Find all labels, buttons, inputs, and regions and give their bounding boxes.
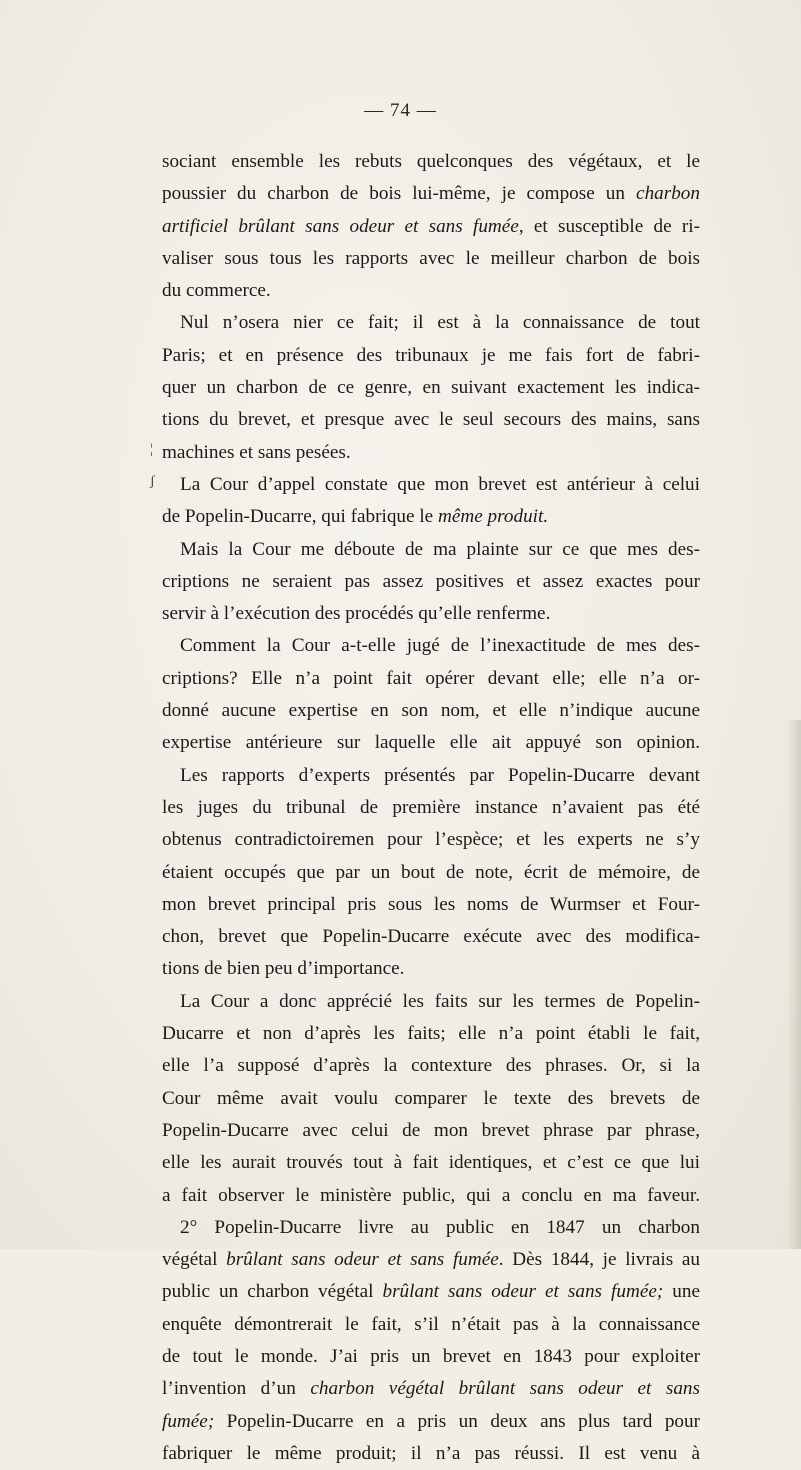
- italic-text: brûlant sans odeur et sans fumée: [226, 1249, 499, 1271]
- text-line: [162, 1180, 700, 1212]
- text-segment: Popelin-Ducarre avec celui de mon brevet phrase par phrase,: [162, 1119, 700, 1141]
- text-segment: sociant ensemble les rebuts quelconques des végétaux, et le: [162, 151, 700, 172]
- text-segment: valiser sous tous les rapports avec le meilleur charbon de bois: [162, 247, 700, 269]
- text-line: [162, 211, 700, 243]
- text-line: [162, 1083, 700, 1115]
- text-segment: tions de bien peu d’importance.: [162, 958, 405, 980]
- text-segment: La Cour d’appel constate que mon brevet est antérieur à celui: [180, 473, 700, 495]
- text-line: [162, 792, 700, 824]
- text-segment: elle les aurait trouvés tout à fait identiques, et c’est ce que lui: [162, 1152, 700, 1174]
- text-segment: quer un charbon de ce genre, en suivant exactement les indica-: [162, 377, 700, 399]
- text-line: [162, 1018, 700, 1050]
- text-line: [162, 437, 700, 469]
- text-segment: expertise antérieure sur laquelle elle ait appuyé son opinion.: [162, 732, 700, 754]
- text-segment: criptions ne seraient pas assez positives et assez exactes pour: [162, 570, 700, 592]
- text-line: [162, 695, 700, 727]
- text-line: [162, 598, 700, 630]
- text-segment: végétal: [162, 1249, 227, 1271]
- text-line: [162, 663, 700, 695]
- text-line: [162, 857, 700, 889]
- text-segment: obtenus contradictoiremen pour l’espèce; et les experts ne s’y: [162, 829, 700, 851]
- text-segment: Paris; et en présence des tribunaux je me fais fort de fabri-: [162, 344, 700, 366]
- text-segment: . Dès 1844, je livrais au: [498, 1249, 700, 1271]
- italic-text: charbon végétal brûlant sans odeur et sans: [310, 1378, 700, 1400]
- text-line: [162, 921, 700, 953]
- italic-text: charbon: [636, 183, 700, 205]
- page-edge-stain: [787, 720, 801, 1249]
- text-line: [162, 1341, 700, 1373]
- text-segment: donné aucune expertise en son nom, et elle n’indique aucune: [162, 700, 700, 722]
- text-line: [162, 534, 700, 566]
- italic-text: fumée;: [162, 1410, 215, 1432]
- text-line: [162, 953, 700, 985]
- text-line: [162, 146, 700, 178]
- text-segment: machines et sans pesées.: [162, 441, 351, 463]
- text-segment: poussier du charbon de bois lui-même, je compose un: [162, 183, 637, 205]
- text-line: [162, 1050, 700, 1082]
- text-line: [162, 1373, 700, 1405]
- text-line: [162, 760, 700, 792]
- page-number: — 74 —: [364, 100, 437, 121]
- text-line: [162, 1438, 700, 1470]
- text-segment: Cour même avait voulu comparer le texte des brevets de: [162, 1087, 700, 1109]
- text-segment: de tout le monde. J’ai pris un brevet en 1843 pour exploiter: [162, 1345, 700, 1367]
- italic-text: artificiel brûlant sans odeur et sans fumée: [162, 215, 519, 237]
- text-segment: chon, brevet que Popelin-Ducarre exécute avec des modifica-: [162, 926, 700, 948]
- text-segment: public un charbon végétal: [162, 1281, 383, 1303]
- text-line: [162, 469, 700, 501]
- text-segment: fabriquer le même produit; il n’a pas réussi. Il est venu à: [162, 1442, 700, 1464]
- text-segment: tions du brevet, et presque avec le seul secours des mains, sans: [162, 409, 700, 431]
- text-segment: , et susceptible de ri-: [518, 215, 700, 237]
- text-segment: Mais la Cour me déboute de ma plainte sur ce que mes des-: [180, 538, 700, 560]
- text-line: [162, 889, 700, 921]
- text-segment: mon brevet principal pris sous les noms de Wurmser et Four-: [162, 893, 700, 915]
- text-segment: 2° Popelin-Ducarre livre au public en 1847 un charbon: [180, 1216, 700, 1238]
- text-line: [162, 243, 700, 275]
- text-line: [162, 372, 700, 404]
- text-segment: une: [663, 1281, 700, 1303]
- text-line: [162, 727, 700, 759]
- text-line: [162, 1147, 700, 1179]
- text-line: [162, 1115, 700, 1147]
- text-line: [162, 340, 700, 372]
- margin-mark: ʃ: [150, 474, 155, 489]
- text-line: [162, 986, 700, 1018]
- text-line: [162, 630, 700, 662]
- text-segment: de Popelin-Ducarre, qui fabrique le: [162, 506, 438, 528]
- text-line: [162, 1212, 700, 1244]
- text-segment: Popelin-Ducarre en a pris un deux ans plus tard pour: [214, 1410, 700, 1432]
- text-segment: Les rapports d’experts présentés par Popelin-Ducarre devant: [180, 764, 700, 786]
- text-line: [162, 178, 700, 210]
- text-segment: du commerce.: [162, 280, 271, 302]
- text-segment: servir à l’exécution des procédés qu’elle renferme.: [162, 603, 551, 625]
- text-line: [162, 1276, 700, 1308]
- text-segment: elle l’a supposé d’après la contexture des phrases. Or, si la: [162, 1055, 700, 1077]
- text-line: [162, 566, 700, 598]
- text-line: [162, 307, 700, 339]
- text-segment: Nul n’osera nier ce fait; il est à la connaissance de tout: [180, 312, 700, 334]
- text-line: [162, 404, 700, 436]
- italic-text: brûlant sans odeur et sans fumée;: [382, 1281, 664, 1303]
- text-segment: l’invention d’un: [162, 1378, 311, 1400]
- text-line: [162, 501, 700, 533]
- text-line: [162, 1309, 700, 1341]
- text-segment: criptions? Elle n’a point fait opérer devant elle; elle n’a or-: [162, 667, 700, 689]
- text-segment: Ducarre et non d’après les faits; elle n’a point établi le fait,: [162, 1023, 700, 1045]
- text-segment: étaient occupés que par un bout de note, écrit de mémoire, de: [162, 861, 700, 883]
- text-line: [162, 824, 700, 856]
- text-segment: La Cour a donc apprécié les faits sur les termes de Popelin-: [180, 990, 700, 1012]
- text-segment: enquête démontrerait le fait, s’il n’était pas à la connaissance: [162, 1313, 700, 1335]
- text-segment: a fait observer le ministère public, qui a conclu en ma faveur.: [162, 1184, 700, 1206]
- margin-mark: ¦: [150, 442, 153, 457]
- text-line: [162, 275, 700, 307]
- body-text: [162, 146, 700, 1470]
- text-line: [162, 1406, 700, 1438]
- text-segment: Comment la Cour a-t-elle jugé de l’inexactitude de mes des-: [180, 635, 700, 657]
- italic-text: même produit.: [437, 506, 549, 528]
- text-segment: les juges du tribunal de première instance n’avaient pas été: [162, 796, 700, 818]
